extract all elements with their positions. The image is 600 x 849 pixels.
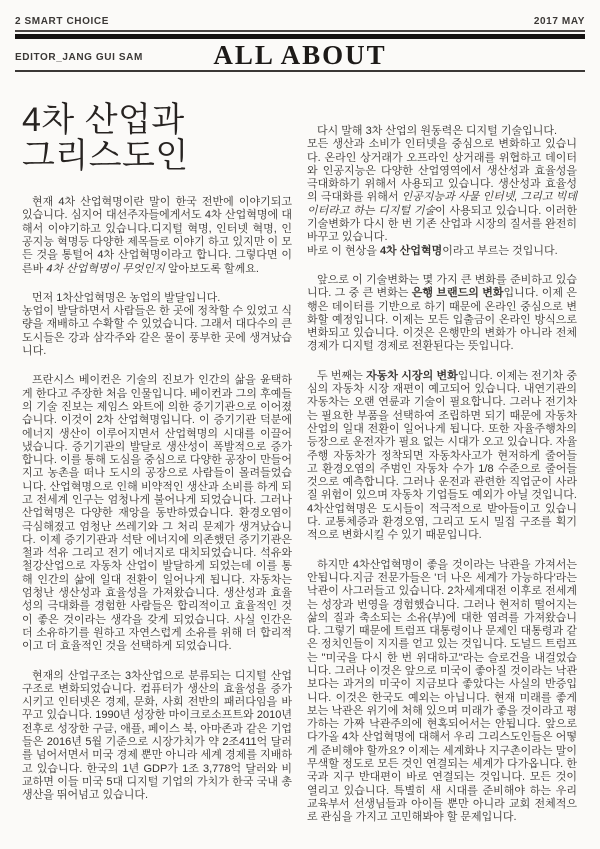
- editor-credit: EDITOR_JANG GUI SAM: [15, 52, 143, 63]
- left-column-paragraphs: [22, 196, 292, 802]
- body-text: 프란시스 베이컨은 기술의 진보가 인간의 삶을 윤택하게 한다고 주장한 처음 인물입니다. 베이컨과 그의 후예들의 기술 진보는 제임스 와트에 의한 증기기관으로 이어졌습니다. 이것이 2차 산업혁명입니다. 이 증기기관 덕분에 에너지 생산이 이루어지면서 산업혁명의 시대를 이끌어 냈습니다. 증기기관의 발달로 생산성이 폭발적으로 증가합니다. 이를 통해 도심을 중심으로 다양한 공장이 만들어지고 농촌을 떠나 도시의 공장으로 사람들이 몰려들었습니다. 산업혁명으로 인해 비약적인 생산과 소비를 하게 되고 전세계 인구는 엄청나게 불어나게 되었습니다. 그러나 산업혁명은 다양한 재앙을 동반하였습니다. 환경오염이 극심해졌고 엄청난 쓰레기와 그 처리 문제가 생겨났습니다. 이제 증기기관과 석탄 에너지에 의존했던 증기기관은 철과 석유 그리고 전기 에너지로 대치되었습니다. 석유와 철강산업으로 자동차 산업이 발달하게 되었는데 이를 통해 인간의 삶에 일대 전환이 일어나게 됩니다. 자동차는 엄청난 생산성과 효율성을 가져왔습니다. 생산성과 효율성의 극대화를 경험한 사람들은 합리적이고 효율적인 것이 좋은 것이라는 생각을 갖게 되었습니다. 사실 인간은 더 소유하기를 원하고 자연스럽게 소유를 위해 더 합리적이고 더 효율적인 것을 선택하게 되었습니다.: [22, 374, 292, 653]
- article-title-line1: 4차 산업과: [22, 101, 185, 139]
- body-text: 농업이 발달하면서 사람들은 한 곳에 정착할 수 있었고 식량을 재배하고 수확할 수 있었습니다. 그래서 대다수의 큰 도시들은 강과 삼각주와 같은 물이 풍부한 곳에 생겨났습니다.: [22, 305, 292, 358]
- page-header: [0, 0, 600, 72]
- article-paragraph: [307, 138, 577, 244]
- left-column: [22, 102, 292, 825]
- article-paragraph: [307, 245, 577, 258]
- body-text: 이라고 부르는 것입니다.: [442, 244, 558, 257]
- article-paragraph: [307, 559, 577, 825]
- body-text: 현재의 산업구조는 3차산업으로 분류되는 디지털 산업구조로 변화되었습니다. 컴퓨터가 생산의 효율성을 증가시키고 인터넷은 경제, 문화, 사회 전반의 패러다임을 바꾸고 있습니다. 1990년 성장한 마이크로소프트와 2010년 전후로 성장한 구글, 애플, 페이스 북, 아마존과 같은 기업들은 2016년 5월 기준으로 시장가치가 약 2조411억 달러를 넘어서면서 미국 경제 뿐만 아니라 세계 경제를 지배하고 있습니다. 한국의 1년 GDP가 1조 3,778억 달러와 비교하면 이들 미국 5대 디지털 기업의 가치가 한국 국내 총생산을 뛰어넘고 있습니다.: [22, 669, 292, 802]
- body-text: 입니다. 이제 은행은 데이터를 기반으로 하기 때문에 온라인 중심으로 변화할 예정입니다. 이제는 모든 입출금이 온라인 방식으로 변화되고 있습니다. 이것은 은행만의 변화가 아니라 전체 경제가 디지털 경제로 전환된다는 뜻입니다.: [307, 287, 577, 353]
- body-text: 앞으로 이 기술변화는 몇 가지 큰 변화를 준비하고 있습니다. 그 중 큰 변화는: [307, 273, 577, 300]
- emphasized-text: 4차 산업혁명이 무엇인지: [46, 262, 165, 275]
- body-text: 두 번째는: [317, 369, 367, 382]
- right-column: [307, 102, 577, 825]
- article-body: [0, 102, 600, 825]
- section-title: ALL ABOUT: [213, 40, 387, 70]
- body-text: 이 사용되고 있습니다. 이러한 기술변화가 다시 한 번 기존 산업과 시장의 질서를 완전히 바꾸고 있습니다.: [307, 204, 577, 244]
- article-paragraph: [307, 125, 577, 138]
- body-text: 하지만 4차산업혁명이 좋을 것이라는 낙관을 가져서는 안됩니다.지금 전문가들은 '더 나은 세계가 가능하다'라는 낙관이 사그러들고 있습니다. 2차세계대전 이후로 전세계는 성장과 번영을 경험했습니다. 그러나 현저히 떨어지는 삶의 질과 축소되는 소유(부)에 대한 염려를 가져왔습니다. 그렇기 때문에 트럼프 대통령이나 문제인 대통령과 같은 정치인들이 지지를 얻고 있는 것입니다. 도널드 트럼프는 "미국을 다시 한 번 위대하고"라는 슬로건을 내걸었습니다. 그러나 이것은 앞으로 미국이 좋아질 것이라는 낙관보다는 과거의 미국이 지금보다 좋았다는 사실의 반증입니다. 이것은 한국도 예외는 아닙니다. 현재 미래를 좋게 보는 낙관은 위기에 처해 있으며 미래가 좋을 것이라고 평가하는 가짜 낙관주의에 현혹되어서는 안됩니다. 앞으로 다가올 4차 산업혁명에 대해서 우리 그리스도인들은 어떻게 준비해야 할까요? 이제는 세계화나 지구촌이라는 말이 무색할 정도로 모든 것인 연결되는 세계가 다가옵니다. 한국과 지구 반대편이 바로 연결되는 것입니다. 모든 것이 열리고 있습니다. 특별히 새 시대를 준비해야 하는 우리 교육부서 선생님들과 아이들 뿐만 아니라 교회 전체적으로 관심을 가지고 고민해봐야 할 문제입니다.: [307, 558, 577, 824]
- article-paragraph: [307, 274, 577, 354]
- issue-date-label: 2017 MAY: [533, 16, 585, 27]
- body-text: 다시 말해 3차 산업의 원동력은 디지털 기술입니다.: [317, 125, 558, 137]
- article-paragraph: [22, 374, 292, 653]
- emphasized-text: 자동차 시장의 변화: [366, 369, 458, 382]
- body-text: 알아보도록 할께요.: [164, 262, 259, 275]
- article-title-line2: 그리스도인: [22, 137, 189, 176]
- body-text: 현재 4차 산업혁명이란 말이 한국 전반에 이야기되고 있습니다. 심지어 대선주자들에게서도 4차 산업혁명에 대해서 이야기하고 있습니다.디지털 혁명, 인터넷 혁명, 인공지능 혁명등 다양한 제목들로 이야기 하고 있지만 이 모든 것을 통털어 4차 산업혁명이라고 합니다. 그렇다면 이른바: [22, 196, 292, 275]
- header-bottom-row: [15, 39, 585, 69]
- emphasized-text: 4차 산업혁명: [379, 244, 443, 257]
- article-paragraph: [22, 292, 292, 305]
- emphasized-text: 인공지능과 사물 인터넷, 그리고 빅데이터라고 하는 디지털 기술: [307, 191, 577, 217]
- emphasized-text: 은행 브랜드의 변화: [411, 287, 504, 300]
- body-text: 먼저 1차산업혁명은 농업의 발달입니다.: [32, 291, 221, 304]
- body-text: 모든 생산과 소비가 인터넷을 중심으로 변화하고 있습니다. 온라인 상거래가 오프라인 상거래를 위협하고 데이터와 인공지능은 다양한 산업영역에서 생산성과 효율성을 극대화하기 위해서 사용되고 있습니다. 생산성과 효율성의 극대화를 위해서: [307, 138, 577, 204]
- article-paragraph: [307, 370, 577, 543]
- page-number-label: 2 SMART CHOICE: [15, 16, 109, 27]
- body-text: 입니다. 이제는 전기차 중심의 자동차 시장 재편이 예고되어 있습니다. 내연기관의 자동차는 오랜 연륜과 기술이 필요합니다. 그러나 전기차는 필요한 부품을 선택하여 조립하면 되기 때문에 자동차 산업의 일대 전환이 일어나게 됩니다. 또한 자율주행차의 등장으로 운전자가 필요 없는 시대가 오고 있습니다. 자율주행 자동차가 정착되면 자동차사고가 현저하게 줄어들고 환경오염의 주범인 자동차 수가 1/8 수준으로 줄어들 것으로 예측합니다. 그러나 운전과 관련한 직업군이 사라질 위험이 있으며 자동차 기업들도 예외가 아닐 것입니다. 4차산업혁명은 도시들이 적극적으로 받아들이고 있습니다. 교통체증과 환경오염, 그리고 도시 밀집 구조를 획기적으로 변화시킬 수 있기 때문입니다.: [307, 369, 577, 542]
- right-column-paragraphs: [307, 125, 577, 825]
- article-paragraph: [22, 305, 292, 358]
- header-thin-rule: [15, 30, 585, 32]
- header-top-row: [15, 16, 585, 27]
- body-text: 바로 이 현상을: [307, 244, 380, 257]
- article-paragraph: [22, 670, 292, 803]
- article-paragraph: [22, 196, 292, 276]
- article-title: [22, 102, 292, 174]
